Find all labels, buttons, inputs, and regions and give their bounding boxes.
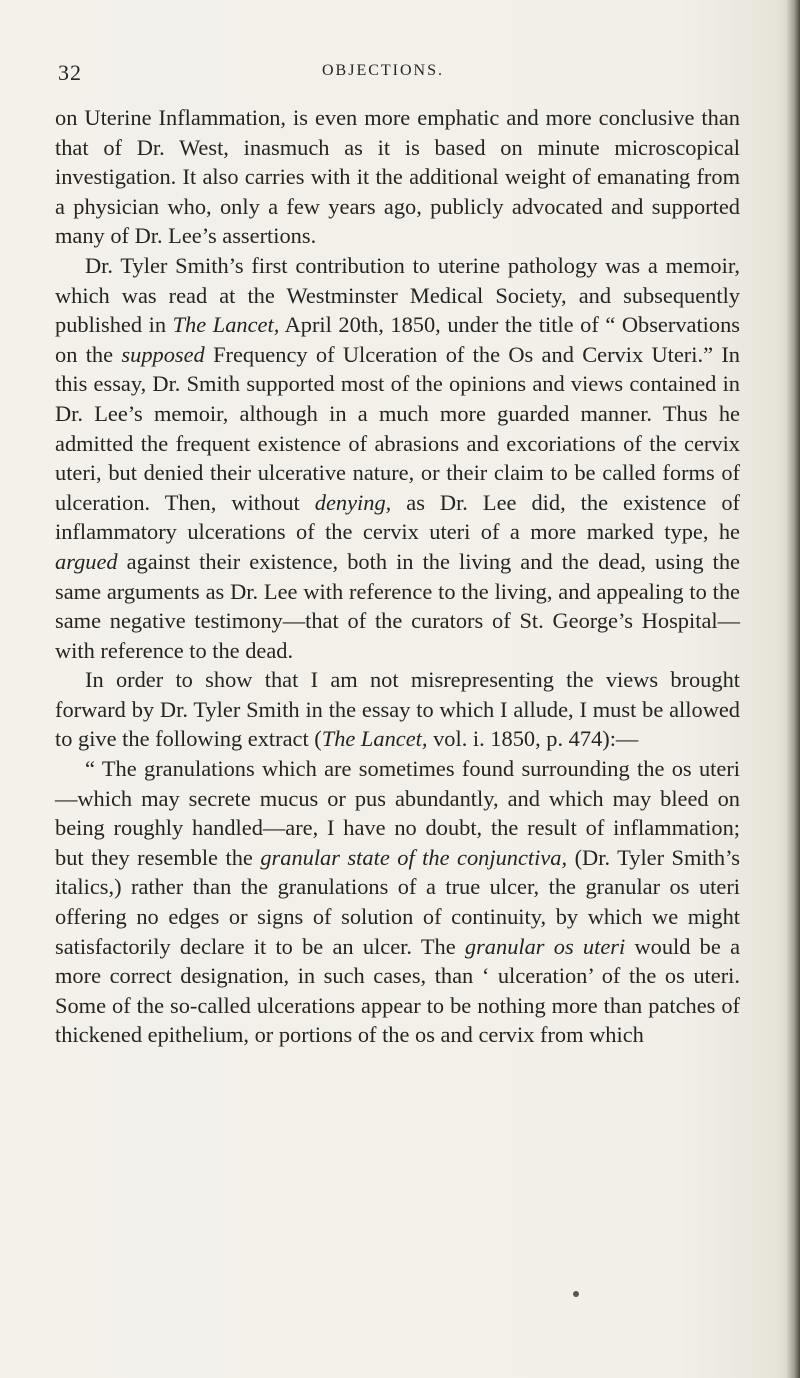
paragraph-2 [55,251,740,665]
running-head [0,60,800,90]
paragraph-3-text-2: vol. i. 1850, p. 474):— [427,726,639,752]
quotation-text-1: “ The granulations which are sometimes found surrounding the os uteri—which may secrete mucus or pus abundantly, and which may bleed on being roughly handled—are, I have no doubt, the result of inflammation; but they resemble the [55,756,740,870]
paragraph-2-italic-3: denying, [314,489,392,515]
quotation-text-2: (Dr. Tyler Smith’s italics,) rather than the granulations of a true ulcer, the granular os uteri offering no edges or signs of solution of continuity, by which we might satisfactorily declare it to be an ulcer. The [55,844,740,959]
ink-speck [573,1291,579,1297]
body-text [55,103,740,1050]
paragraph-2-italic-1: The Lancet, [172,312,280,338]
paragraph-2-text-5: against their existence, both in the living and the dead, using the same arguments as Dr. Lee with reference to the living, and appealing to the same negative testimony—that of the curators of St. George’s Hospital—with reference to the dead. [55,548,740,663]
paragraph-2-text-4: as Dr. Lee did, the existence of inflammatory ulcerations of the cervix uteri of a more marked type, he [55,489,741,545]
paragraph-1-text: on Uterine Inflammation, is even more emphatic and more conclusive than that of Dr. West, inasmuch as it is based on minute microscopical investigation. It also carries with it the additional weight of emanating from a physician who, only a few years ago, publicly advocated and supported many of Dr. Lee’s assertions. [55,105,740,249]
paragraph-2-italic-2: supposed [121,341,205,367]
page-edge-shadow [786,0,800,1378]
quotation-text-3: would be a more correct designation, in such cases, than ‘ ulceration’ of the os uteri. Some of the so-called ulcerations appear to be nothing more than patches of thickened epithelium, or portions of the os and cervix from which [55,933,741,1048]
paragraph-3 [55,665,740,754]
paragraph-2-text-1: Dr. Tyler Smith’s first contribution to uterine pathology was a memoir, which was read at the Westminster Medical Society, and subsequently published in [55,252,740,338]
running-title: OBJECTIONS. [322,62,445,79]
paragraph-1 [55,103,740,251]
paragraph-3-text-1: In order to show that I am not misrepresenting the views brought forward by Dr. Tyler Smith in the essay to which I allude, I must be allowed to give the following extract ( [55,667,740,752]
paragraph-2-italic-4: argued [55,548,118,574]
paragraph-3-italic-1: The Lancet, [321,726,428,752]
page-number: 32 [58,60,82,85]
quotation-italic-2: granular os uteri [464,933,626,959]
quotation-italic-1: granular state of the conjunctiva, [260,844,568,870]
quotation-paragraph [55,754,740,1050]
paragraph-2-text-3: Frequency of Ulceration of the Os and Cervix Uteri.” In this essay, Dr. Smith supported most of the opinions and views contained in Dr. Lee’s memoir, although in a much more guarded manner. Thus he admitted the frequent existence of abrasions and excoriations of the cervix uteri, but denied their ulcerative nature, or their claim to be called forms of ulceration. Then, without [55,341,740,515]
paragraph-2-text-2: April 20th, 1850, under the title of “ Observations on the [55,312,740,367]
